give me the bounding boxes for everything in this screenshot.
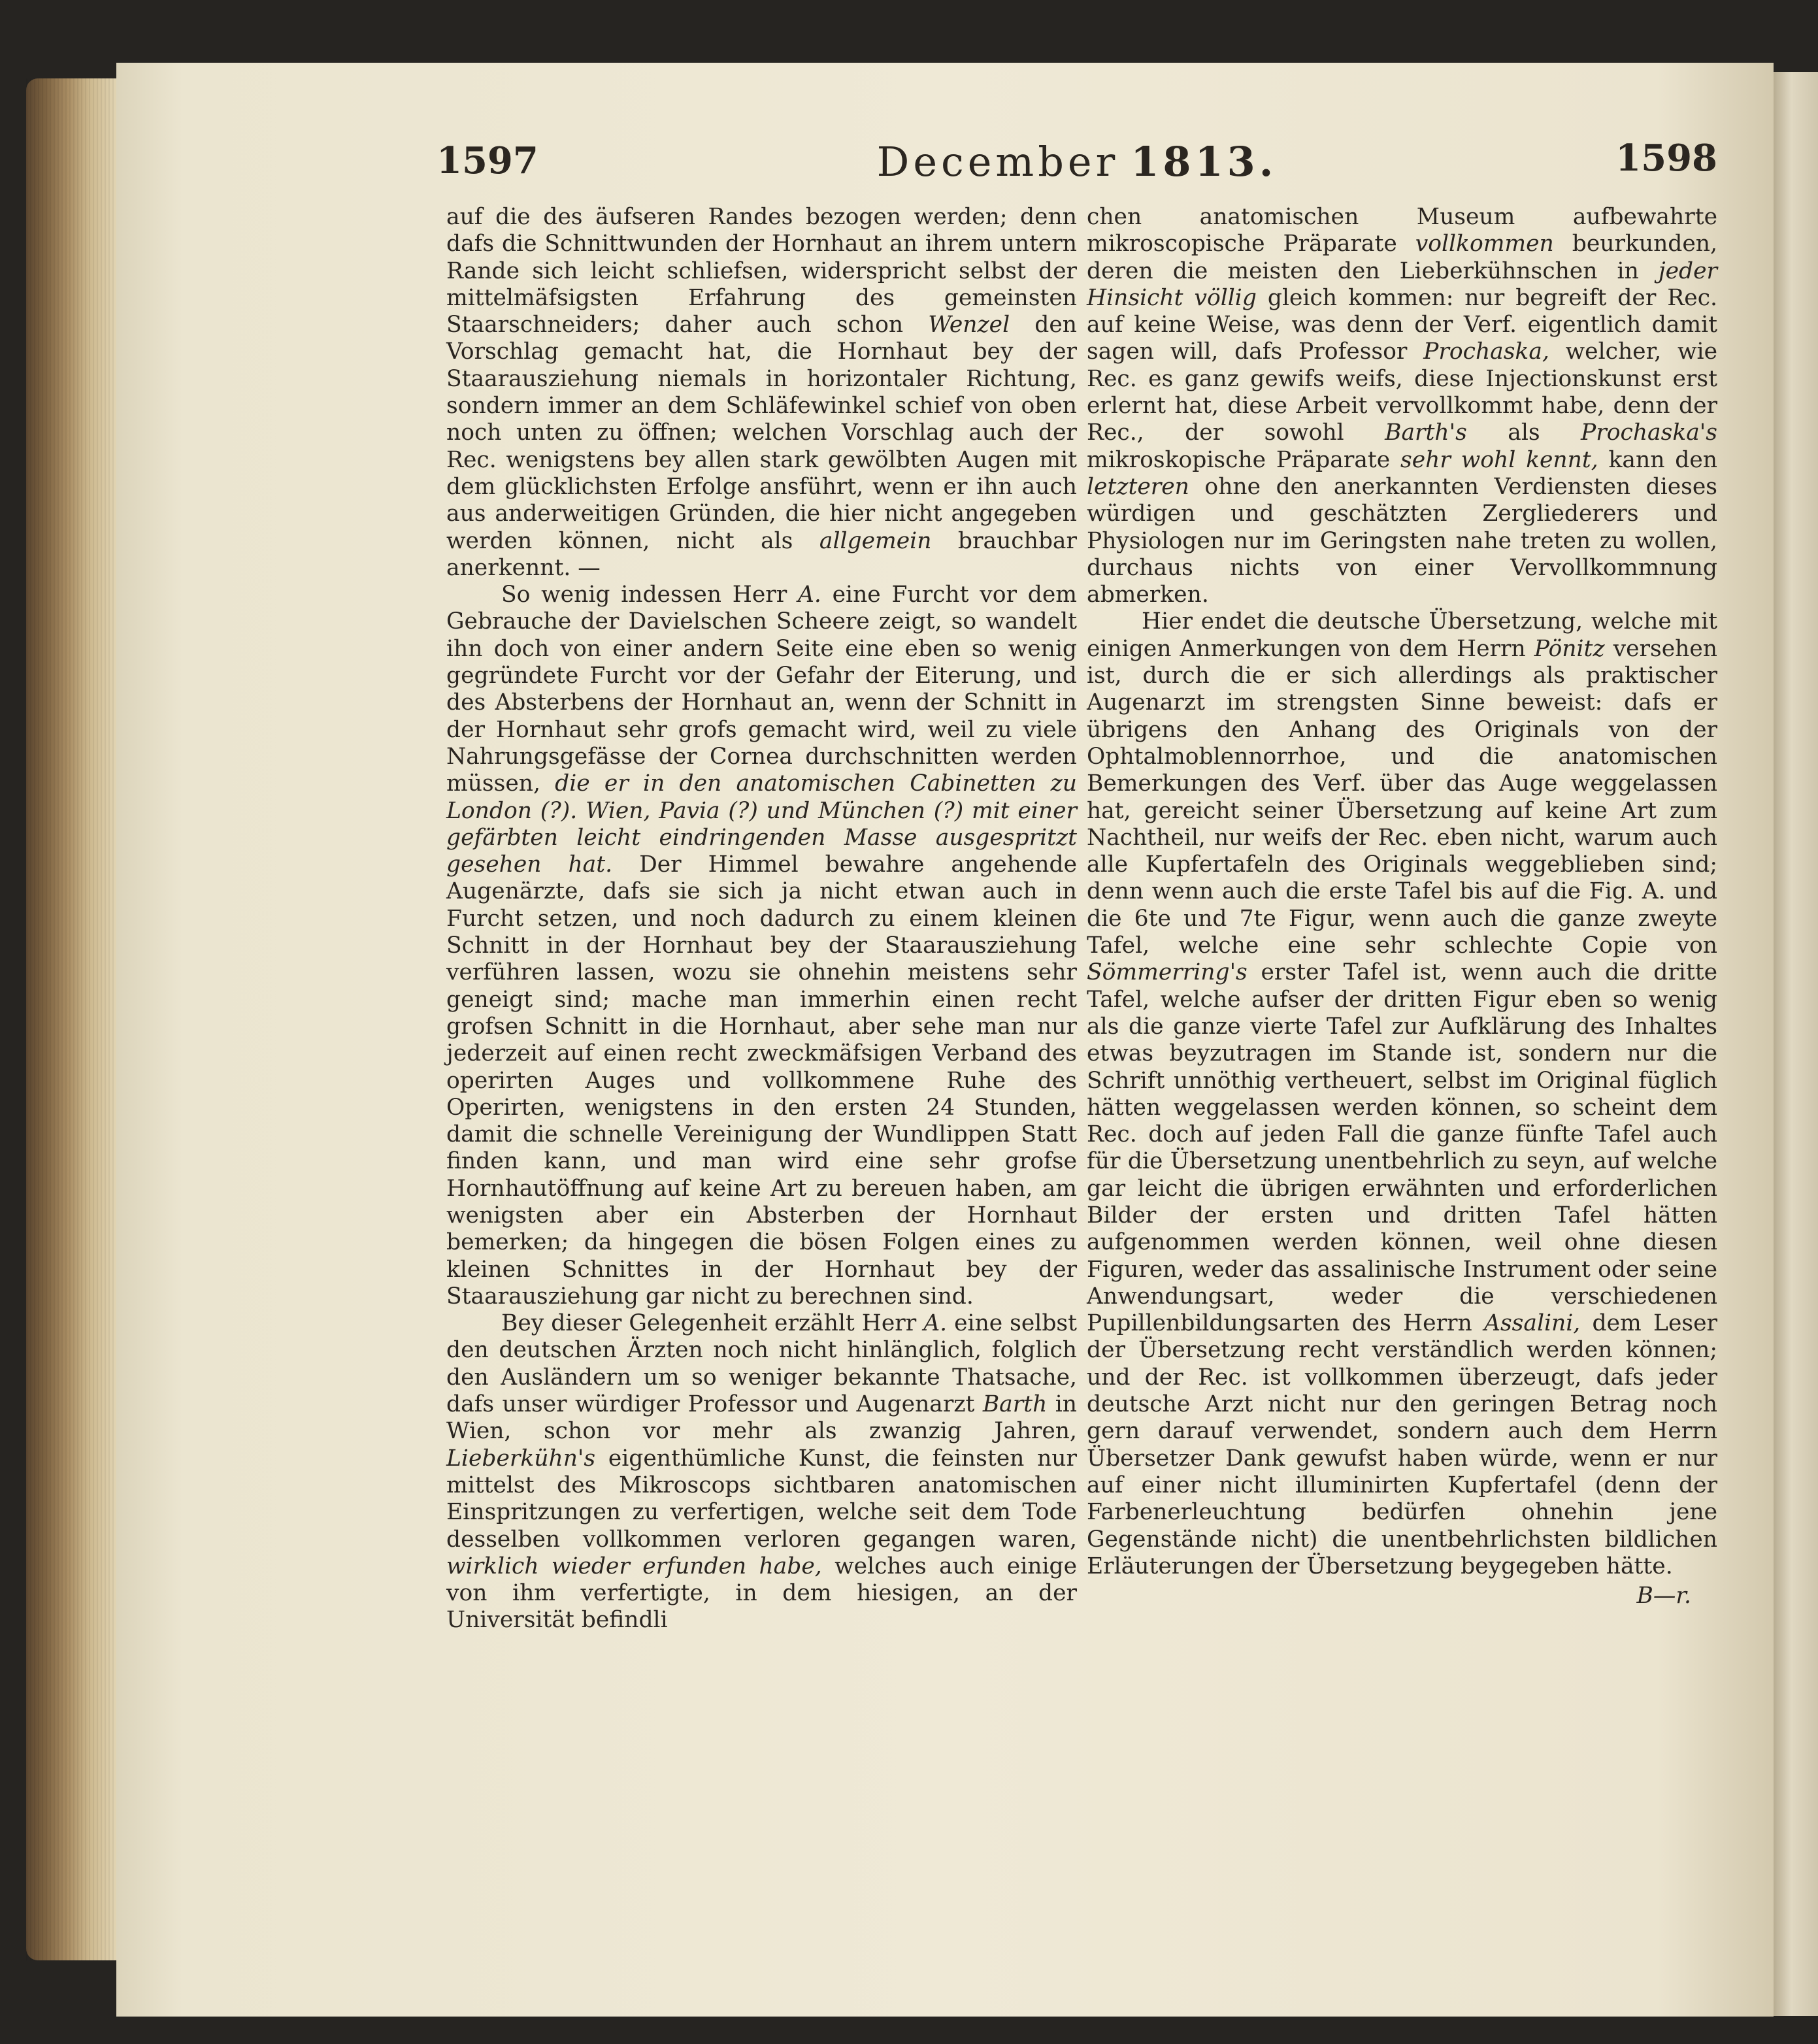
paragraph (1087, 608, 1717, 1580)
italic-text: wirklich wieder erfunden habe, (446, 1553, 822, 1579)
issue-year: 1813. (1131, 138, 1278, 186)
text-run: Hier endet die deutsche Übersetzung, welche mit einigen Anmerkungen von dem Herrn (1087, 608, 1717, 662)
text-run: als (1466, 420, 1581, 446)
text-run: beurkunden, deren die meisten den Lieberkühnschen in (1087, 231, 1717, 284)
text-run: gleich kommen: nur begreift der Rec. auf keine Weise, was denn der Verf. eigentlich damit sagen will, dafs Professor (1087, 284, 1717, 365)
italic-text: Barth's (1385, 420, 1467, 446)
running-head (437, 134, 1717, 186)
paragraph (446, 582, 1077, 1310)
text-column-right (1087, 204, 1717, 1609)
text-run: Bey dieser Gelegenheit erzählt Herr (501, 1310, 924, 1337)
facing-page-edge (1774, 72, 1818, 2016)
italic-text: Assalini, (1484, 1310, 1581, 1337)
italic-text: jeder Hinsicht völlig (1087, 257, 1717, 311)
text-run: So wenig indessen Herr (501, 582, 798, 608)
text-run: dem Leser der Übersetzung recht verständlich werden können; und der Rec. ist vollkommen überzeugt, dafs jeder deutsche Arzt nicht nur den geringen Betrag noch gern darauf verwendet, sondern auch dem Herrn Übersetzer Dank gewufst haben würde, wenn er nur auf einer nicht illuminirten Kupfertafel (denn der Farbenerleuchtung bedürfen ohnehin jene Gegenstände nicht) die unentbehrlichsten bildlichen Erläuterungen der Übersetzung beygegeben hätte. (1087, 1310, 1717, 1579)
text-run: welcher, wie Rec. es ganz gewifs weifs, diese Injectionskunst erst erlernt hat, diese Arbeit vervollkommt habe, denn der Rec., der sowohl (1087, 338, 1718, 446)
italic-text: A. (797, 582, 821, 608)
text-run: eigenthümliche Kunst, die feinsten nur mittelst des Mikroscops sichtbaren anatomischen Einspritzungen zu verfertigen, welche seit dem Tode desselben vollkommen verloren gegangen waren, (446, 1445, 1077, 1553)
text-run: kann den (1598, 446, 1717, 473)
text-column-left (446, 204, 1077, 1634)
text-run: Der Himmel bewahre angehende Augenärzte, dafs sie sich ja nicht etwan auch in Furcht setzen, und noch dadurch zu einem kleinen Schnitt in der Hornhaut bey der Staarausziehung verführen lassen, wozu sie ohnehin meistens sehr geneigt sind; mache man immerhin einen recht grofsen Schnitt in die Hornhaut, aber sehe man nur jederzeit auf einen recht zweckmäfsigen Verband des operirten Auges und vollkommene Ruhe des Operirten, wenigstens in den ersten 24 Stunden, damit die schnelle Vereinigung der Wundlippen Statt finden kann, und man wird eine sehr grofse Hornhautöffnung auf keine Art zu bereuen haben, am wenigsten aber ein Absterben der Hornhaut bemerken; da hingegen die bösen Folgen eines zu kleinen Schnittes in der Hornhaut bey der Staarausziehung gar nicht zu berechnen sind. (446, 851, 1077, 1310)
text-run: erster Tafel ist, wenn auch die dritte Tafel, welche aufser der dritten Figur eben so wenig als die ganze vierte Tafel zur Aufklärung des Inhaltes etwas beyzutragen im Stande ist, sondern nur die Schrift unnöthig vertheuert, selbst im Original füglich hätten weggelassen werden können, so scheint dem Rec. doch auf jeden Fall die ganze fünfte Tafel auch für die Übersetzung unentbehrlich zu seyn, auf welche gar leicht die übrigen erwähnten und erforderlichen Bilder der ersten und dritten Tafel hätten aufgenommen werden können, weil ohne diesen Figuren, weder das assalinische Instrument oder seine Anwendungsart, weder die verschiedenen Pupillenbildungsarten des Herrn (1087, 959, 1717, 1337)
text-run: ohne den anerkannten Verdiensten dieses würdigen und geschätzten Zergliederers und Physiologen nur im Geringsten nahe treten zu wollen, durchaus nichts von einer Vervollkommnung abmerken. (1087, 473, 1717, 608)
paragraph (1087, 204, 1717, 608)
page-number-left: 1597 (437, 139, 538, 182)
text-run: brauchbar anerkennt. — (446, 527, 1077, 581)
italic-text: sehr wohl kennt, (1400, 446, 1598, 473)
paragraph (446, 204, 1077, 582)
paragraph (446, 1310, 1077, 1634)
italic-text: A. (923, 1310, 948, 1337)
text-run: den Vorschlag gemacht hat, die Hornhaut bey der Staarausziehung niemals in horizontaler Richtung, sondern immer an dem Schläfewinkel schief von oben noch unten zu öffnen; welchen Vorschlag auch der Rec. wenigstens bey allen stark gewölbten Augen mit dem glücklichsten Erfolge ansführt, wenn er ihn auch aus anderweitigen Gründen, die hier nicht angegeben werden können, nicht als (446, 312, 1077, 554)
text-run: eine selbst den deutschen Ärzten noch nicht hinlänglich, folglich den Ausländern um so weniger bekannte Thatsache, dafs unser würdiger Professor und Augenarzt (446, 1310, 1077, 1418)
text-run: eine Furcht vor dem Gebrauche der Davielschen Scheere zeigt, so wandelt ihn doch von einer andern Seite eine eben so wenig gegründete Furcht vor der Gefahr der Eiterung, und des Absterbens der Hornhaut an, wenn der Schnitt in der Hornhaut sehr grofs gemacht wird, weil zu viele Nahrungsgefässe der Cornea durchschnitten werden müssen, (446, 582, 1077, 797)
italic-text: Pönitz (1534, 635, 1605, 662)
text-run: auf die des äufseren Randes bezogen werden; denn dafs die Schnittwunden der Hornhaut an ihrem untern Rande sich leicht schliefsen, widerspricht selbst der mittelmäfsigsten Erfahrung des gemeinsten Staarschneiders; daher auch schon (446, 204, 1077, 338)
text-run: in Wien, schon vor mehr als zwanzig Jahren, (446, 1391, 1077, 1445)
italic-text: Prochaska's (1581, 420, 1717, 446)
text-run: welches auch einige von ihm verfertigte, in dem hiesigen, an der Universität befindli (446, 1553, 1077, 1634)
issue-month: December (876, 138, 1119, 186)
text-run: versehen ist, durch die er sich allerdings als praktischer Augenarzt im strengsten Sinne beweist: dafs er übrigens den Anhang des Originals von der Ophtalmoblennorrhoe, und die anatomischen Bemerkungen des Verf. über das Auge weggelassen hat, gereicht seiner Übersetzung auf keine Art zum Nachtheil, nur weifs der Rec. eben nicht, warum auch alle Kupfertafeln des Originals weggeblieben sind; denn wenn auch die erste Tafel bis auf die Fig. A. und die 6te und 7te Figur, wenn auch die ganze zweyte Tafel, welche eine sehr schlechte Copie von (1087, 635, 1717, 959)
text-run: chen anatomischen Museum aufbewahrte mikroscopische Präparate (1087, 204, 1717, 257)
book-page-edges (26, 78, 118, 1960)
italic-text: Lieberkühn's (446, 1445, 596, 1472)
italic-text: Barth (982, 1391, 1048, 1418)
issue-date (437, 138, 1717, 186)
italic-text: Prochaska, (1423, 338, 1549, 365)
page-number-right: 1598 (1615, 137, 1717, 180)
italic-text: Sömmerring's (1087, 959, 1248, 986)
italic-text: allgemein (819, 527, 932, 554)
reviewer-signature: B—r. (1636, 1583, 1691, 1609)
italic-text: vollkommen (1415, 231, 1554, 257)
italic-text: die er in den anatomischen Cabinetten zu London (?). Wien, Pavia (?) und München (?) mit einer gefärbten leicht eindringenden Masse ausgespritzt gesehen hat. (446, 770, 1077, 878)
text-run: mikroskopische Präparate (1087, 446, 1401, 473)
italic-text: Wenzel (928, 312, 1010, 338)
text-column-right-body (1087, 204, 1717, 1580)
italic-text: letzteren (1087, 473, 1189, 500)
